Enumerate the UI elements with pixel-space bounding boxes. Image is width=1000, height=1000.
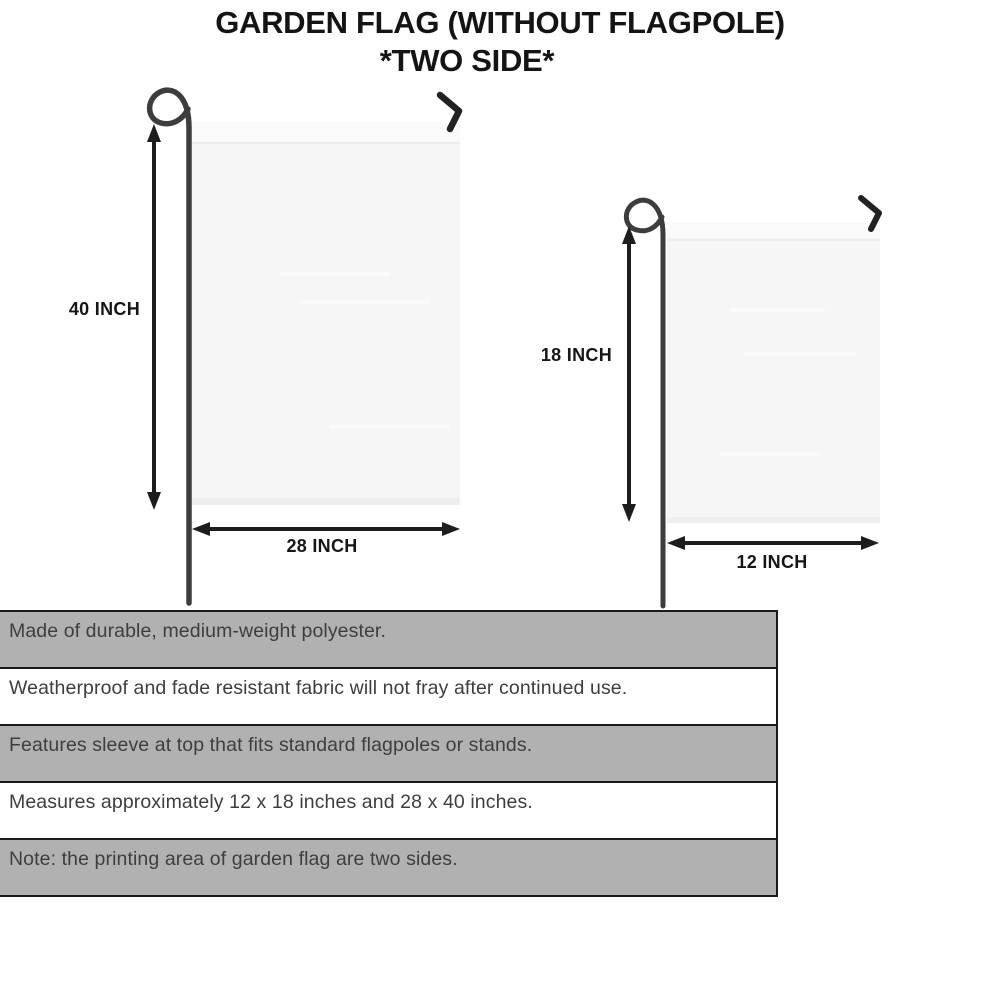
feature-row-text: Made of durable, medium-weight polyester. [9, 620, 386, 642]
large-flag-height-label: 40 INCH [68, 299, 140, 319]
fold-mark [300, 300, 430, 304]
feature-row-material [0, 612, 776, 669]
small-flagpole [626, 200, 663, 606]
large-flag-width-label: 28 INCH [286, 536, 358, 556]
large-flag [192, 122, 460, 505]
small-flag-height-label: 18 INCH [540, 345, 612, 365]
arrow-left-icon [192, 522, 210, 536]
feature-row-text: Note: the printing area of garden flag are two sides. [9, 848, 458, 870]
large-flag-bottom-hem [192, 498, 460, 505]
arrow-down-icon [147, 492, 161, 510]
feature-row-text: Features sleeve at top that fits standard flagpoles or stands. [9, 734, 533, 756]
small-flag [667, 222, 880, 523]
arrow-right-icon [861, 536, 879, 550]
large-flag-sleeve [192, 122, 460, 142]
fold-mark [330, 425, 450, 429]
page-title: GARDEN FLAG (WITHOUT FLAGPOLE) [215, 5, 785, 40]
arrow-down-icon [622, 504, 636, 522]
fold-mark [730, 308, 825, 312]
arrow-left-icon [667, 536, 685, 550]
small-flag-sleeve [667, 222, 880, 238]
feature-row-weatherproof [0, 669, 776, 726]
fold-mark [720, 452, 820, 456]
arrow-right-icon [442, 522, 460, 536]
fold-mark [745, 352, 855, 356]
small-flag-group [622, 198, 880, 606]
feature-table [0, 610, 778, 897]
feature-row-sleeve [0, 726, 776, 783]
small-flag-bottom-hem [667, 517, 880, 523]
fold-mark [280, 272, 390, 276]
page-subtitle: *TWO SIDE* [379, 43, 555, 79]
small-flag-width-label: 12 INCH [736, 552, 808, 572]
feature-row-measures [0, 783, 776, 840]
large-flag-group [147, 90, 460, 603]
arrow-up-icon [147, 124, 161, 142]
feature-row-note [0, 840, 776, 897]
feature-row-text: Weatherproof and fade resistant fabric will not fray after continued use. [9, 677, 628, 699]
feature-row-text: Measures approximately 12 x 18 inches and 28 x 40 inches. [9, 791, 533, 813]
